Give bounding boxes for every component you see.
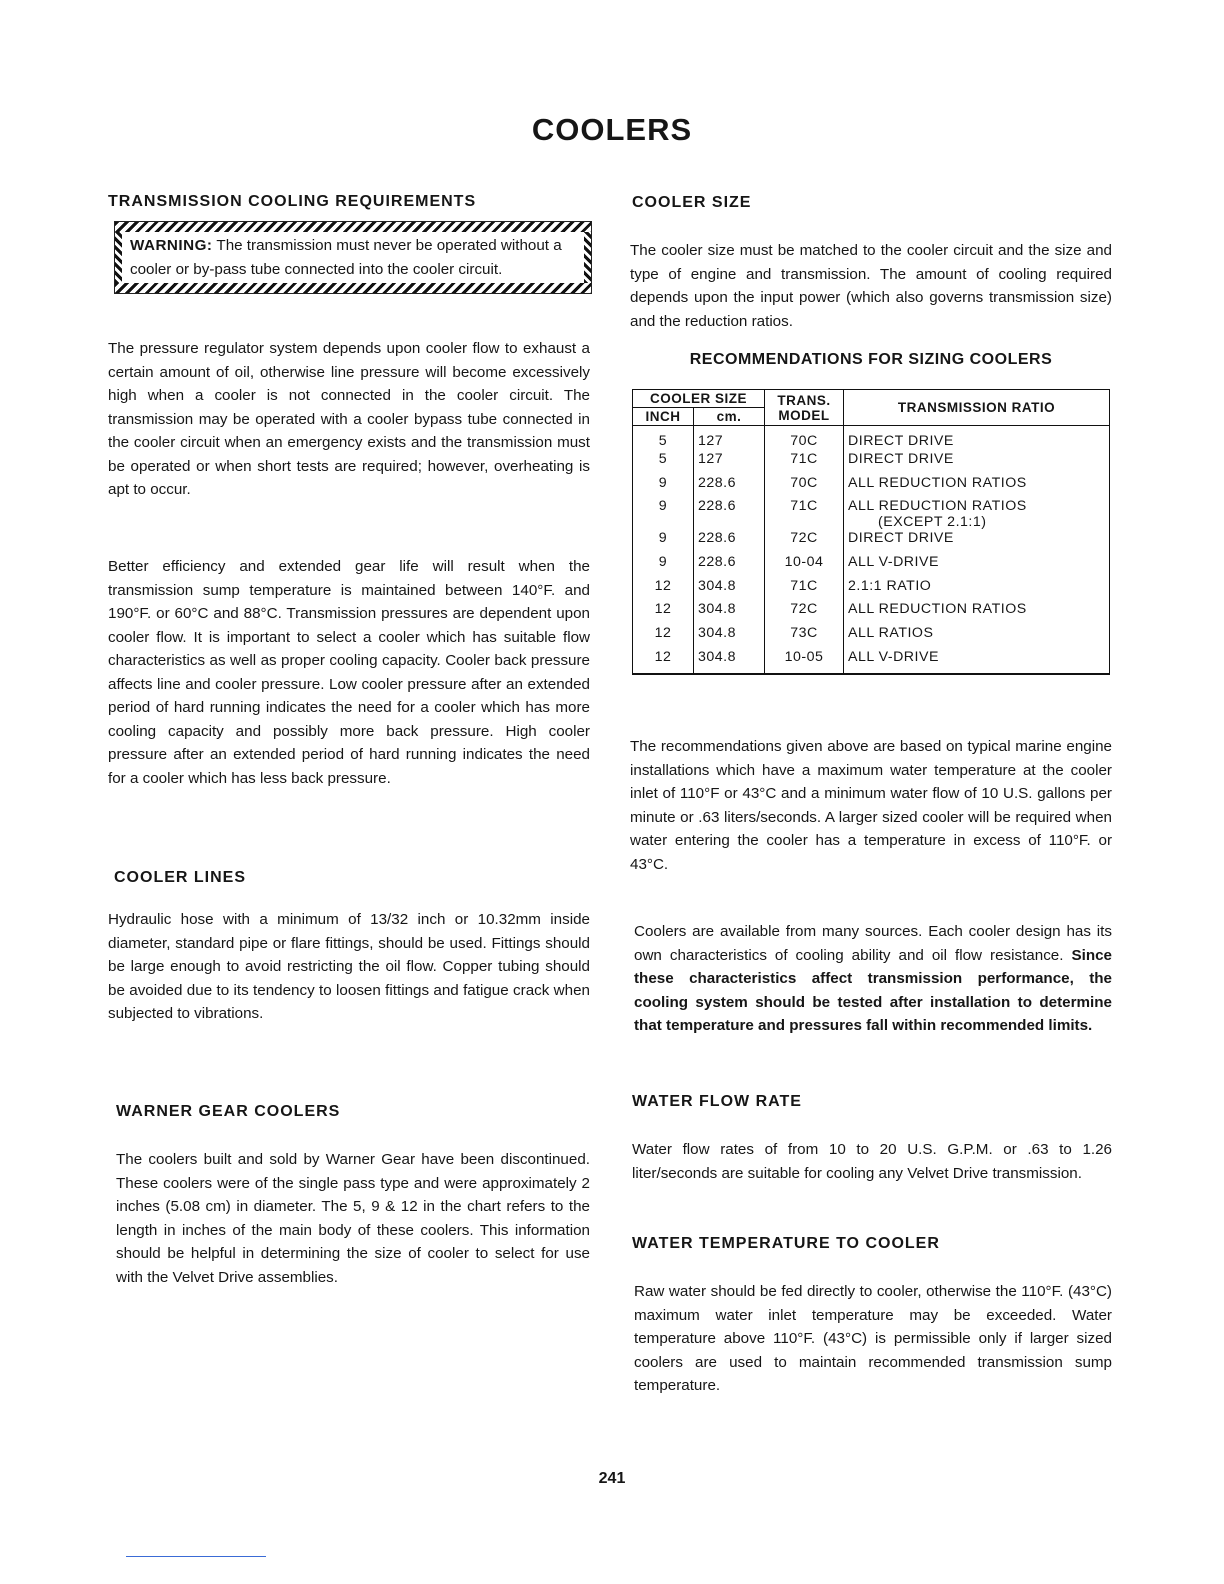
section-heading-cooler-lines: COOLER LINES: [114, 869, 247, 886]
cell-trans-model: 72C: [765, 601, 844, 625]
availability-paragraph: [634, 920, 1112, 1038]
table-row: [633, 554, 1110, 578]
cell-transmission-ratio: [844, 451, 1110, 475]
warning-bottom-hatch: [115, 283, 591, 293]
section-heading-water-temperature: WATER TEMPERATURE TO COOLER: [632, 1235, 940, 1252]
header-cooler-size: COOLER SIZE: [633, 390, 765, 408]
cell-transmission-ratio: [844, 578, 1110, 602]
cell-transmission-ratio: [844, 475, 1110, 499]
table-row: [633, 601, 1110, 625]
table-row: [633, 625, 1110, 649]
cell-transmission-ratio: [844, 426, 1110, 452]
cell-trans-model: 10-05: [765, 649, 844, 674]
cell-cm: 304.8: [694, 649, 765, 674]
cell-inch: 12: [633, 649, 694, 674]
section-heading-warner-gear-coolers: WARNER GEAR COOLERS: [116, 1103, 341, 1120]
ratio-text: ALL V-DRIVE: [848, 648, 939, 665]
cell-inch: 12: [633, 625, 694, 649]
ratio-text: DIRECT DRIVE: [848, 451, 954, 467]
ratio-text: DIRECT DRIVE: [848, 433, 954, 449]
ratio-text: ALL V-DRIVE: [848, 554, 939, 571]
header-trans-line2: MODEL: [778, 407, 830, 423]
cell-cm: 304.8: [694, 625, 765, 649]
cell-cm: 228.6: [694, 554, 765, 578]
cell-inch: 9: [633, 530, 694, 554]
cell-transmission-ratio: [844, 554, 1110, 578]
cell-cm: 228.6: [694, 475, 765, 499]
cell-cm: 127: [694, 426, 765, 452]
warning-left-hatch: [115, 232, 122, 283]
availability-text: Coolers are available from many sources. Each cooler design has its own characteristics of cooling ability and oil flow resistance.: [634, 923, 1112, 964]
header-trans-model: [765, 390, 844, 426]
cell-trans-model: 73C: [765, 625, 844, 649]
water-temperature-paragraph: Raw water should be fed directly to cooler, otherwise the 110°F. (43°C) maximum water inlet temperature may be exceeded. Water temperature above 110°F. (43°C) is permissible only if larger sized coolers are used to maintain recommended transmission sump temperature.: [634, 1283, 1112, 1394]
footer-rule: [126, 1556, 266, 1557]
recommendations-paragraph: The recommendations given above are based on typical marine engine installations which have a maximum water temperature at the cooler inlet of 110°F or 43°C and a minimum water flow of 10 U.S. gallons per minute or .63 liters/seconds. A larger sized cooler will be required when water entering the cooler has a temperature in excess of 110°F. or 43°C.: [630, 738, 1112, 873]
page-number: 241: [598, 1470, 626, 1487]
cell-trans-model: 71C: [765, 498, 844, 530]
table-body: [633, 426, 1110, 674]
warning-box: [114, 221, 592, 294]
efficiency-paragraph: Better efficiency and extended gear life will result when the transmission sump temperature is maintained between 140°F. and 190°F. or 60°C and 88°C. Transmission pressures are dependent upon cooler flow. It is important to select a cooler which has suitable flow characteristics as well as proper cooling capacity. Cooler back pressure affects line and cooler pressure. Low cooler pressure after an extended period of hard running indicates the need for a cooler which has more cooling capacity and possibly more back pressure. High cooler pressure after an extended period of hard running indicates the need for a cooler which has less back pressure.: [108, 558, 590, 787]
ratio-note: (EXCEPT 2.1:1): [878, 514, 987, 531]
cell-trans-model: 72C: [765, 530, 844, 554]
table-row: [633, 426, 1110, 452]
cell-trans-model: 10-04: [765, 554, 844, 578]
table-row: [633, 530, 1110, 554]
cell-transmission-ratio: [844, 498, 1110, 530]
cell-cm: 228.6: [694, 530, 765, 554]
cell-cm: 304.8: [694, 601, 765, 625]
ratio-text: ALL REDUCTION RATIOS: [848, 498, 1027, 515]
cooler-lines-paragraph: Hydraulic hose with a minimum of 13/32 inch or 10.32mm inside diameter, standard pipe or flare fittings, should be used. Fittings should be large enough to avoid restricting the oil flow. Copper tubing should be avoided due to its tendency to loosen fittings and fatigue crack when subjected to vibrations.: [108, 911, 590, 1022]
ratio-text: ALL REDUCTION RATIOS: [848, 601, 1027, 618]
table-row: [633, 578, 1110, 602]
warner-gear-paragraph: The coolers built and sold by Warner Gear have been discontinued. These coolers were of the single pass type and were approximately 2 inches (5.08 cm) in diameter. The 5, 9 & 12 in the chart refers to the length in inches of the main body of these coolers. This information should be helpful in determining the size of cooler to select for use with the Velvet Drive assemblies.: [116, 1151, 590, 1286]
cell-trans-model: 71C: [765, 578, 844, 602]
ratio-text: DIRECT DRIVE: [848, 530, 954, 547]
cell-transmission-ratio: [844, 625, 1110, 649]
cell-inch: 12: [633, 578, 694, 602]
header-trans-line1: TRANS.: [777, 392, 831, 408]
cooler-sizing-table: [632, 389, 1110, 675]
cell-trans-model: 70C: [765, 426, 844, 452]
header-transmission-ratio: TRANSMISSION RATIO: [844, 390, 1110, 426]
cell-transmission-ratio: [844, 601, 1110, 625]
warning-label: WARNING:: [130, 237, 213, 254]
warning-text-block: [122, 232, 584, 283]
page-title: COOLERS: [531, 112, 693, 147]
warning-right-hatch: [584, 232, 591, 283]
table-row: [633, 498, 1110, 530]
water-flow-paragraph: Water flow rates of from 10 to 20 U.S. G.P.M. or .63 to 1.26 liter/seconds are suitable for cooling any Velvet Drive transmission.: [632, 1141, 1112, 1182]
table-title: RECOMMENDATIONS FOR SIZING COOLERS: [689, 351, 1053, 368]
cell-cm: 228.6: [694, 498, 765, 530]
cell-transmission-ratio: [844, 530, 1110, 554]
cooling-requirements-paragraph: The pressure regulator system depends upon cooler flow to exhaust a certain amount of oil, otherwise line pressure will become excessively high when a cooler is not connected in the cooler circuit. The transmission may be operated with a cooler bypass tube connected in the cooler circuit when an emergency exists and the transmission must be operated or when short tests are required; however, overheating is apt to occur.: [108, 340, 590, 498]
cell-inch: 9: [633, 475, 694, 499]
cell-inch: 5: [633, 451, 694, 475]
cell-inch: 5: [633, 426, 694, 452]
ratio-text: ALL RATIOS: [848, 625, 934, 642]
cell-inch: 12: [633, 601, 694, 625]
warning-text: The transmission must never be operated without a cooler or by-pass tube connected into the cooler circuit.: [130, 237, 562, 278]
table-row: [633, 649, 1110, 674]
header-cm: cm.: [694, 408, 765, 426]
ratio-text: ALL REDUCTION RATIOS: [848, 474, 1027, 491]
section-heading-cooling-requirements: TRANSMISSION COOLING REQUIREMENTS: [108, 193, 477, 210]
cell-cm: 304.8: [694, 578, 765, 602]
section-heading-cooler-size: COOLER SIZE: [632, 194, 752, 211]
cell-inch: 9: [633, 554, 694, 578]
header-inch: INCH: [633, 408, 694, 426]
availability-bold-text: Since these characteristics affect transmission performance, the cooling system should be tested after installation to determine that temperature and pressures fall within recommended limits.: [634, 946, 1112, 1034]
cell-trans-model: 70C: [765, 475, 844, 499]
table-row: [633, 451, 1110, 475]
section-heading-water-flow-rate: WATER FLOW RATE: [632, 1093, 802, 1110]
cell-inch: 9: [633, 498, 694, 530]
cell-trans-model: 71C: [765, 451, 844, 475]
ratio-text: 2.1:1 RATIO: [848, 577, 932, 594]
warning-top-hatch: [115, 222, 591, 232]
table-row: [633, 475, 1110, 499]
cell-transmission-ratio: [844, 649, 1110, 674]
cooler-size-paragraph: The cooler size must be matched to the cooler circuit and the size and type of engine and transmission. The amount of cooling required depends upon the input power (which also governs transmission size) and the reduction ratios.: [630, 242, 1112, 330]
cell-cm: 127: [694, 451, 765, 475]
